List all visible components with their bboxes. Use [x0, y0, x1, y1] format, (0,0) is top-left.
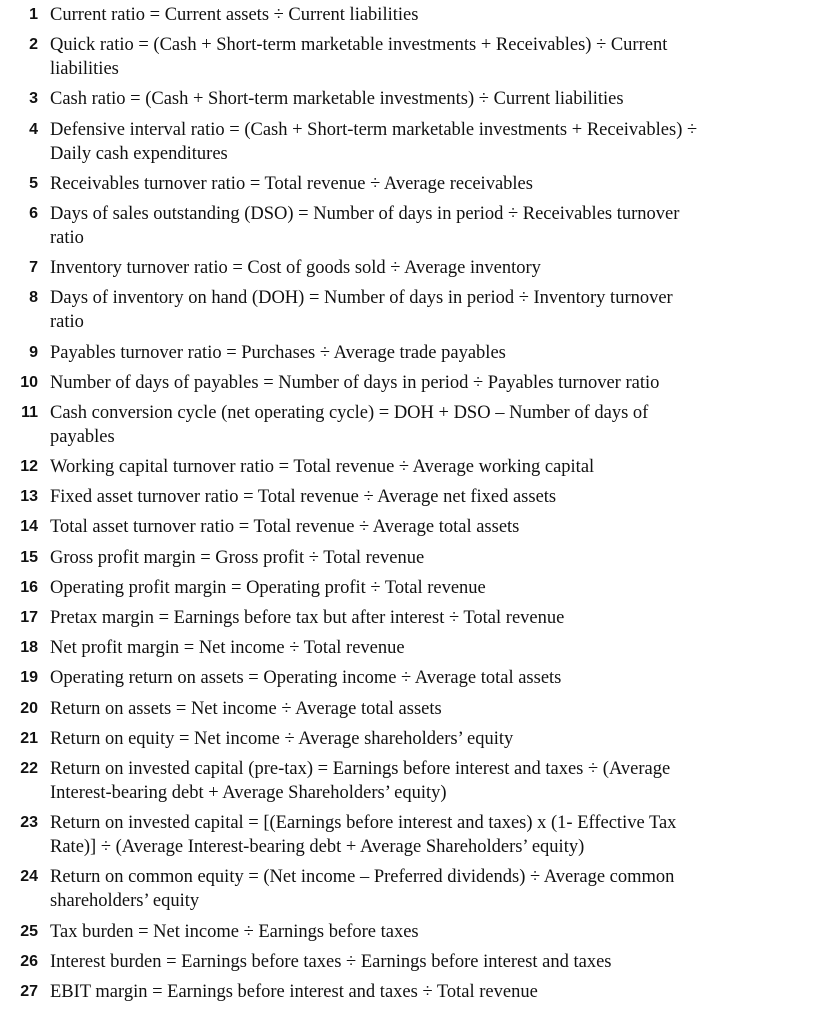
- formula-item: [0, 811, 710, 859]
- formula-item: [0, 757, 710, 805]
- formula-text: Cash conversion cycle (net operating cycle) = DOH + DSO – Number of days of payables: [50, 402, 649, 447]
- formula-text: Pretax margin = Earnings before tax but after interest ÷ Total revenue: [50, 608, 565, 628]
- formula-item: [0, 485, 710, 509]
- formula-text: Defensive interval ratio = (Cash + Short-term marketable investments + Receivables) ÷ Daily cash expenditures: [50, 119, 698, 164]
- formula-number: 13: [20, 488, 38, 506]
- formula-text: Receivables turnover ratio = Total revenue ÷ Average receivables: [50, 173, 533, 194]
- formula-number: 1: [29, 6, 38, 23]
- formula-text: Return on equity = Net income ÷ Average shareholders’ equity: [50, 728, 514, 749]
- formula-item: [0, 33, 710, 81]
- formula-item: [0, 865, 710, 913]
- formula-text: Return on common equity = (Net income – Preferred dividends) ÷ Average common shareholders’ equity: [50, 867, 675, 912]
- formula-item: [0, 515, 710, 539]
- formula-number: 10: [20, 373, 38, 391]
- formula-item: [0, 455, 710, 479]
- formula-number: 27: [20, 982, 38, 1000]
- formula-number: 5: [29, 174, 38, 192]
- formula-item: [0, 980, 710, 1004]
- formula-number: 26: [20, 952, 38, 970]
- formula-item: [0, 727, 710, 751]
- formula-text: Working capital turnover ratio = Total revenue ÷ Average working capital: [50, 457, 595, 478]
- formula-text: Net profit margin = Net income ÷ Total revenue: [50, 638, 405, 659]
- formula-number: 9: [29, 343, 38, 361]
- formula-text: Inventory turnover ratio = Cost of goods sold ÷ Average inventory: [50, 258, 541, 279]
- formula-item: [0, 371, 710, 395]
- formula-number: 20: [20, 699, 38, 717]
- formula-item: [0, 3, 710, 27]
- formula-text: Return on assets = Net income ÷ Average total assets: [50, 698, 442, 719]
- formula-item: [0, 636, 710, 660]
- formula-text: Return on invested capital (pre-tax) = Earnings before interest and taxes ÷ (Average Interest-bearing debt + Average Shareholders’ equity): [50, 758, 671, 803]
- formula-text: Operating profit margin = Operating profit ÷ Total revenue: [50, 577, 486, 598]
- formula-number: 11: [21, 403, 38, 421]
- formula-item: [0, 341, 710, 365]
- formula-text: Return on invested capital = [(Earnings before interest and taxes) x (1- Effective Tax Rate)] ÷ (Average Interest-bearing debt + Average Shareholders’ equity): [50, 813, 677, 858]
- formula-text: EBIT margin = Earnings before interest and taxes ÷ Total revenue: [50, 981, 538, 1002]
- formula-text: Current ratio = Current assets ÷ Current liabilities: [50, 5, 419, 25]
- formula-number: 8: [29, 289, 38, 307]
- formula-number: 2: [29, 36, 38, 54]
- formula-number: 3: [29, 90, 38, 108]
- formula-text: Tax burden = Net income ÷ Earnings before taxes: [50, 921, 419, 942]
- formula-text: Operating return on assets = Operating income ÷ Average total assets: [50, 668, 562, 689]
- formula-item: [0, 697, 710, 721]
- formula-number: 14: [20, 518, 38, 536]
- formula-item: [0, 950, 710, 974]
- formula-item: [0, 87, 710, 111]
- formula-number: 23: [20, 814, 38, 832]
- formula-item: [0, 576, 710, 600]
- formula-item: [0, 546, 710, 570]
- formula-number: 6: [29, 204, 38, 222]
- formula-number: 15: [20, 548, 38, 566]
- formula-number: 24: [20, 868, 38, 886]
- formula-text: Total asset turnover ratio = Total revenue ÷ Average total assets: [50, 517, 520, 538]
- formula-text: Gross profit margin = Gross profit ÷ Total revenue: [50, 547, 425, 568]
- formula-item: [0, 172, 710, 196]
- formula-number: 22: [20, 759, 38, 777]
- formula-number: 17: [20, 609, 38, 626]
- formula-item: [0, 920, 710, 944]
- formula-text: Interest burden = Earnings before taxes ÷ Earnings before interest and taxes: [50, 951, 612, 972]
- formula-item: [0, 666, 710, 690]
- formula-text: Days of sales outstanding (DSO) = Number of days in period ÷ Receivables turnover ratio: [50, 203, 680, 248]
- formula-item: [0, 286, 710, 334]
- formula-number: 21: [20, 729, 38, 747]
- formula-number: 4: [29, 120, 38, 138]
- formula-number: 19: [20, 669, 38, 687]
- formula-number: 7: [29, 259, 38, 277]
- formula-list: [0, 3, 828, 1010]
- formula-number: 16: [20, 578, 38, 596]
- formula-item: [0, 606, 710, 630]
- formula-number: 18: [20, 639, 38, 657]
- formula-text: Quick ratio = (Cash + Short-term marketable investments + Receivables) ÷ Current liabilities: [50, 35, 668, 80]
- formula-text: Number of days of payables = Number of days in period ÷ Payables turnover ratio: [50, 372, 660, 393]
- formula-text: Fixed asset turnover ratio = Total revenue ÷ Average net fixed assets: [50, 487, 557, 508]
- formula-item: [0, 256, 710, 280]
- formula-text: Cash ratio = (Cash + Short-term marketable investments) ÷ Current liabilities: [50, 89, 624, 110]
- formula-text: Days of inventory on hand (DOH) = Number of days in period ÷ Inventory turnover ratio: [50, 288, 673, 333]
- formula-number: 25: [20, 922, 38, 940]
- formula-item: [0, 401, 710, 449]
- formula-text: Payables turnover ratio = Purchases ÷ Average trade payables: [50, 342, 506, 363]
- formula-item: [0, 202, 710, 250]
- formula-number: 12: [20, 458, 38, 476]
- formula-item: [0, 118, 710, 166]
